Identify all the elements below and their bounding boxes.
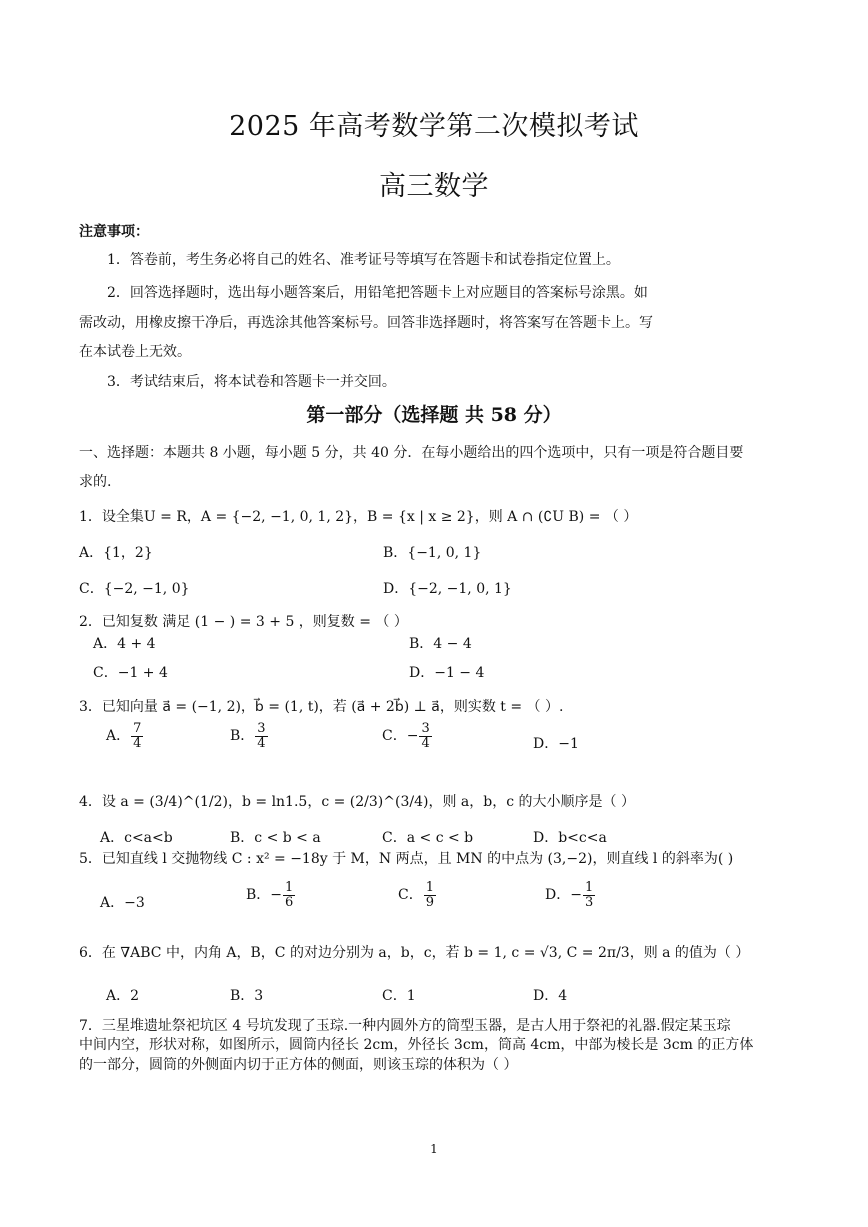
q7-stem-line-3: 的一部分，圆筒的外侧面内切于正方体的侧面，则该玉琮的体积为（ ） xyxy=(79,1057,518,1073)
q6-option-c: C．1 xyxy=(382,988,416,1004)
q2-stem: 2．已知复数 满足 (1 − ) = 3 + 5 ，则复数 = （ ） xyxy=(79,614,408,630)
denominator: 6 xyxy=(285,894,294,910)
exam-title: 2025 年高考数学第二次模拟考试 xyxy=(229,111,639,142)
q5-option-b xyxy=(246,881,296,909)
numerator: 7 xyxy=(133,721,142,736)
q5-option-b-fraction xyxy=(283,881,295,909)
q6-stem: 6．在 ∇ABC 中，内角 A，B，C 的对边分别为 a，b，c，若 b = 1, c = √3, C = 2π/3，则 a 的值为（ ） xyxy=(79,945,750,961)
q3-option-a-label: A． xyxy=(106,728,131,745)
q5-stem: 5．已知直线 l 交抛物线 C : x² = −18y 于 M，N 两点，且 MN 的中点为 (3,−2)，则直线 l 的斜率为( ) xyxy=(79,851,734,867)
q5-option-b-label: B．− xyxy=(246,887,283,904)
q6-option-d: D．4 xyxy=(533,988,568,1004)
notice-item-2-line-1: 2．回答选择题时，选出每小题答案后，用铅笔把答题卡上对应题目的答案标号涂黑。如 xyxy=(107,285,648,301)
q3-stem: 3．已知向量 a⃗ = (−1, 2)，b⃗ = (1, t)，若 (a⃗ + 2b⃗) ⊥ a⃗，则实数 t = （ ）. xyxy=(79,699,564,715)
notice-item-3: 3．考试结束后，将本试卷和答题卡一并交回。 xyxy=(107,374,396,390)
notice-item-2-line-2: 需改动，用橡皮擦干净后，再选涂其他答案标号。回答非选择题时，将答案写在答题卡上。写 xyxy=(79,315,653,331)
notice-item-1: 1．答卷前，考生务必将自己的姓名、准考证号等填写在答题卡和试卷指定位置上。 xyxy=(107,252,620,268)
q3-option-b-fraction xyxy=(255,722,267,750)
numerator: 1 xyxy=(425,880,434,895)
q3-option-b-label: B． xyxy=(230,728,255,745)
q7-stem-line-2: 中间内空，形状对称，如图所示，圆筒内径长 2cm，外径长 3cm，筒高 4cm，中部为棱长是 3cm 的正方体 xyxy=(79,1037,754,1053)
q3-option-c xyxy=(382,722,433,750)
q5-option-c-label: C． xyxy=(398,887,423,904)
q2-option-c: C．−1 + 4 xyxy=(93,665,168,681)
q3-option-a xyxy=(106,722,144,750)
q4-option-c: C．a < c < b xyxy=(382,830,474,846)
notice-heading: 注意事项： xyxy=(79,224,149,240)
q3-option-b xyxy=(230,722,269,750)
notice-item-2-line-3: 在本试卷上无效。 xyxy=(79,344,191,360)
q5-option-d xyxy=(545,881,596,909)
q5-option-c xyxy=(398,881,437,909)
q4-option-b: B．c < b < a xyxy=(230,830,321,846)
q5-option-d-fraction xyxy=(583,881,595,909)
q4-stem: 4．设 a = (3/4)^(1/2)，b = ln1.5，c = (2/3)^(3/4)，则 a，b，c 的大小顺序是（ ） xyxy=(79,794,635,810)
denominator: 4 xyxy=(421,735,430,751)
q7-stem-line-1: 7．三星堆遗址祭祀坑区 4 号坑发现了玉琮.一种内圆外方的筒型玉器，是古人用于祭祀的礼器.假定某玉琮 xyxy=(79,1018,731,1034)
q1-option-b: B．{−1, 0, 1} xyxy=(383,545,482,561)
numerator: 1 xyxy=(285,880,294,895)
numerator: 3 xyxy=(257,721,266,736)
numerator: 1 xyxy=(584,880,594,895)
denominator: 3 xyxy=(584,894,594,910)
q5-option-d-label: D．− xyxy=(545,887,582,904)
q3-option-a-fraction xyxy=(131,722,143,750)
section-intro-line-2: 求的. xyxy=(79,474,112,490)
q1-option-d: D．{−2, −1, 0, 1} xyxy=(383,581,512,597)
q3-option-d: D．−1 xyxy=(533,736,579,752)
numerator: 3 xyxy=(421,721,430,736)
q3-option-c-fraction xyxy=(419,722,431,750)
q4-option-d: D．b<c<a xyxy=(533,830,607,846)
q5-option-a: A．−3 xyxy=(100,895,145,911)
q6-option-b: B．3 xyxy=(230,988,264,1004)
q5-option-c-fraction xyxy=(424,881,436,909)
q3-option-c-label: C．− xyxy=(382,728,419,745)
q2-option-b: B．4 − 4 xyxy=(409,636,472,652)
q1-stem: 1．设全集U = R，A = {−2, −1, 0, 1, 2}，B = {x | x ≥ 2}，则 A ∩ (∁U B) = （ ） xyxy=(79,509,638,525)
q4-option-a: A．c<a<b xyxy=(100,830,173,846)
q1-option-a: A．{1，2} xyxy=(79,545,153,561)
q1-option-c: C．{−2, −1, 0} xyxy=(79,581,190,597)
denominator: 9 xyxy=(425,894,434,910)
denominator: 4 xyxy=(257,735,266,751)
page-number: 1 xyxy=(430,1142,438,1156)
denominator: 4 xyxy=(133,735,142,751)
section-title: 第一部分（选择题 共 58 分） xyxy=(306,404,562,426)
exam-subtitle: 高三数学 xyxy=(379,171,489,202)
q6-option-a: A．2 xyxy=(106,988,140,1004)
q2-option-d: D．−1 − 4 xyxy=(409,665,485,681)
q2-option-a: A．4 + 4 xyxy=(93,636,156,652)
section-intro-line-1: 一、选择题：本题共 8 小题，每小题 5 分，共 40 分．在每小题给出的四个选项中，只有一项是符合题目要 xyxy=(79,445,744,461)
